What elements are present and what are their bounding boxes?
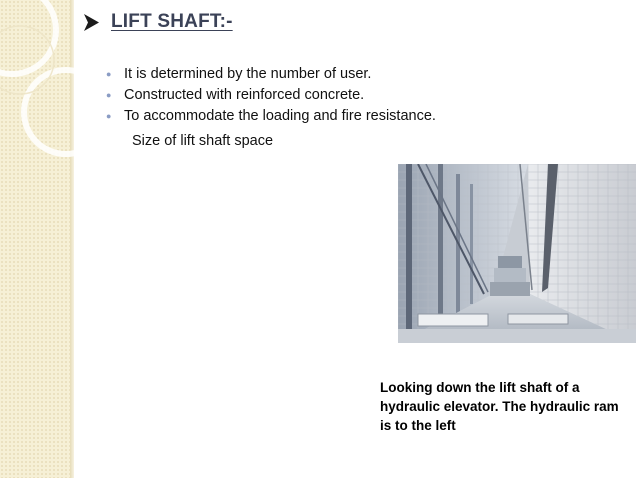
- bullet-text: It is determined by the number of user.: [124, 65, 372, 82]
- bullet-text: To accommodate the loading and fire resistance.: [124, 107, 436, 124]
- bullet-text: Constructed with reinforced concrete.: [124, 86, 365, 103]
- arrowhead-bullet-icon: [84, 14, 99, 31]
- dot-bullet-icon: ●: [106, 89, 112, 100]
- dot-bullet-icon: ●: [106, 110, 112, 121]
- bullet-item: [106, 63, 436, 84]
- title-row: [84, 9, 233, 35]
- shaft-size-line: Size of lift shaft space: [132, 133, 274, 149]
- slide-title: LIFT SHAFT:-: [111, 11, 233, 32]
- bullet-item: [106, 105, 436, 126]
- dot-bullet-icon: ●: [106, 68, 112, 79]
- bullet-list: [106, 63, 436, 126]
- lift-shaft-photo: [398, 164, 636, 343]
- photo-caption: Looking down the lift shaft of a hydraulic elevator. The hydraulic ram is to the left: [380, 380, 619, 433]
- bullet-item: [106, 84, 436, 105]
